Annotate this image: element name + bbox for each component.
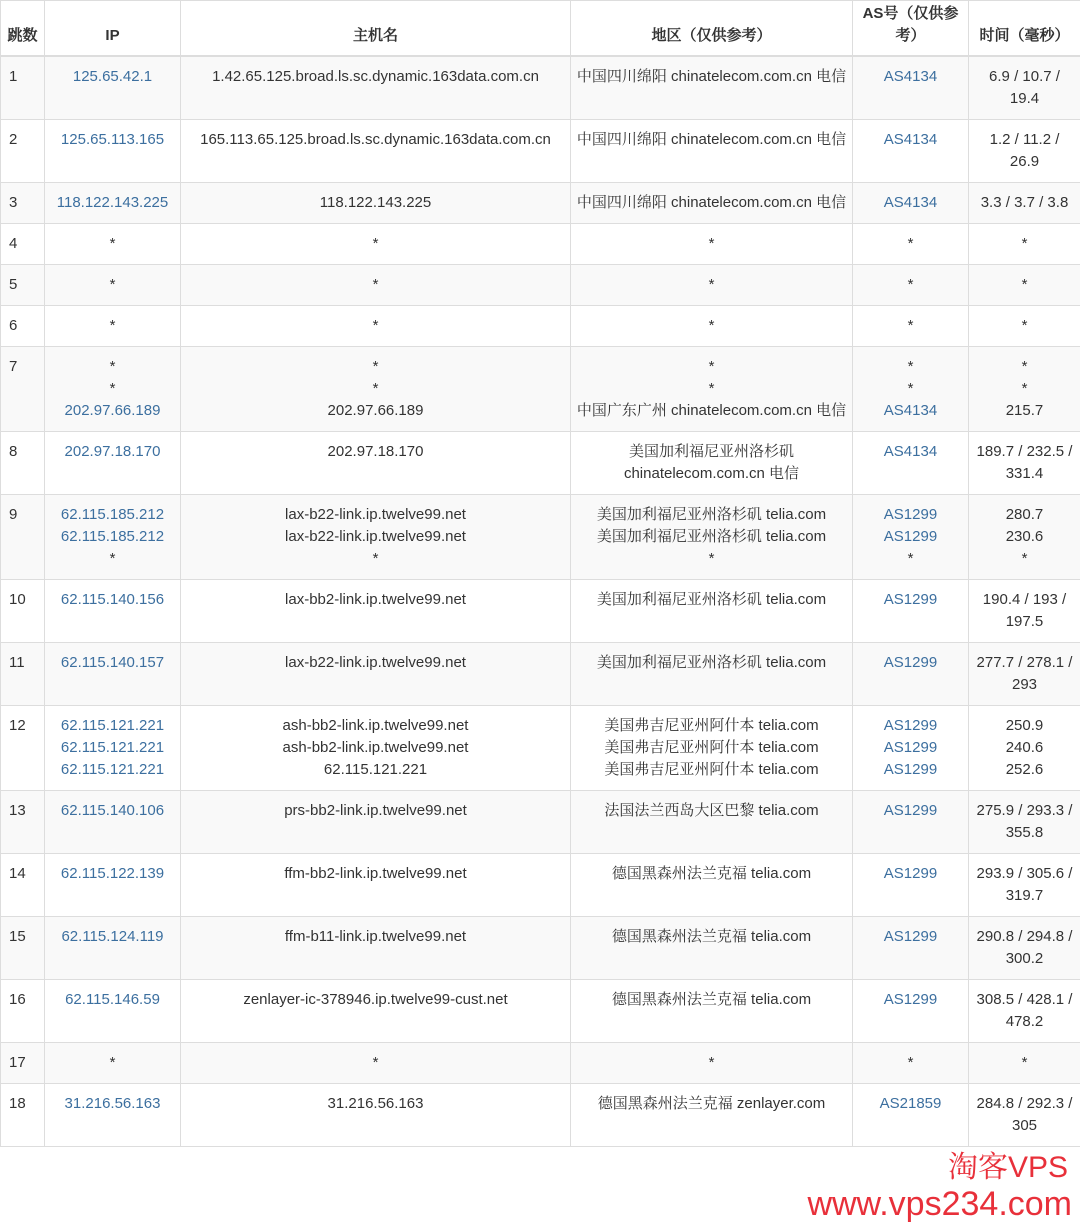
hop-number: 10 bbox=[1, 580, 45, 643]
cell-region bbox=[571, 580, 853, 643]
cell-ip bbox=[45, 432, 181, 495]
hop-number: 18 bbox=[1, 1084, 45, 1147]
ip-value-link[interactable]: 62.115.121.221 bbox=[49, 737, 176, 759]
ip-value-link[interactable]: 202.97.18.170 bbox=[49, 441, 176, 463]
host-value: * bbox=[185, 378, 566, 400]
cell-ip bbox=[45, 980, 181, 1043]
cell-as bbox=[853, 265, 969, 306]
cell-time bbox=[969, 1084, 1080, 1147]
hop-number: 7 bbox=[1, 347, 45, 432]
region-value: * bbox=[575, 233, 848, 255]
host-value: * bbox=[185, 1052, 566, 1074]
cell-ip bbox=[45, 1043, 181, 1084]
region-value: 美国弗吉尼亚州阿什本 telia.com bbox=[575, 759, 848, 781]
ip-value-link[interactable]: 62.115.146.59 bbox=[49, 989, 176, 1011]
cell-time bbox=[969, 495, 1080, 580]
hop-number: 15 bbox=[1, 917, 45, 980]
region-value: 德国黑森州法兰克福 zenlayer.com bbox=[575, 1093, 848, 1115]
cell-host bbox=[181, 917, 571, 980]
as-value-link[interactable]: AS1299 bbox=[857, 526, 964, 548]
watermark bbox=[0, 1147, 1080, 1227]
cell-host bbox=[181, 791, 571, 854]
cell-time bbox=[969, 706, 1080, 791]
time-value: 284.8 / 292.3 / 305 bbox=[973, 1093, 1076, 1137]
cell-host bbox=[181, 224, 571, 265]
as-value-link[interactable]: AS1299 bbox=[857, 800, 964, 822]
region-value: 德国黑森州法兰克福 telia.com bbox=[575, 989, 848, 1011]
cell-time bbox=[969, 265, 1080, 306]
cell-time bbox=[969, 56, 1080, 120]
hop-number: 11 bbox=[1, 643, 45, 706]
cell-as bbox=[853, 120, 969, 183]
time-value: 230.6 bbox=[973, 526, 1076, 548]
time-value: 190.4 / 193 / 197.5 bbox=[973, 589, 1076, 633]
table-row bbox=[1, 917, 1080, 980]
cell-region bbox=[571, 347, 853, 432]
region-value: 中国四川绵阳 chinatelecom.com.cn 电信 bbox=[575, 66, 848, 88]
region-value: * bbox=[575, 1052, 848, 1074]
cell-time bbox=[969, 183, 1080, 224]
as-value: * bbox=[857, 233, 964, 255]
host-value: 202.97.66.189 bbox=[185, 400, 566, 422]
host-value: 118.122.143.225 bbox=[185, 192, 566, 214]
cell-ip bbox=[45, 224, 181, 265]
region-value: 美国加利福尼亚州洛杉矶 telia.com bbox=[575, 652, 848, 674]
cell-region bbox=[571, 120, 853, 183]
as-value-link[interactable]: AS1299 bbox=[857, 589, 964, 611]
cell-as bbox=[853, 495, 969, 580]
table-row bbox=[1, 980, 1080, 1043]
cell-as bbox=[853, 706, 969, 791]
header-region: 地区（仅供参考） bbox=[571, 1, 853, 57]
time-value: 290.8 / 294.8 / 300.2 bbox=[973, 926, 1076, 970]
time-value: 3.3 / 3.7 / 3.8 bbox=[973, 192, 1076, 214]
cell-host bbox=[181, 56, 571, 120]
cell-host bbox=[181, 1043, 571, 1084]
table-row bbox=[1, 495, 1080, 580]
ip-value-link[interactable]: 118.122.143.225 bbox=[49, 192, 176, 214]
cell-time bbox=[969, 1043, 1080, 1084]
table-row bbox=[1, 347, 1080, 432]
cell-ip bbox=[45, 643, 181, 706]
as-value-link[interactable]: AS1299 bbox=[857, 926, 964, 948]
region-value: 德国黑森州法兰克福 telia.com bbox=[575, 926, 848, 948]
cell-ip bbox=[45, 347, 181, 432]
cell-time bbox=[969, 120, 1080, 183]
as-value-link[interactable]: AS4134 bbox=[857, 66, 964, 88]
host-value: lax-b22-link.ip.twelve99.net bbox=[185, 526, 566, 548]
cell-host bbox=[181, 183, 571, 224]
time-value: 240.6 bbox=[973, 737, 1076, 759]
time-value: 1.2 / 11.2 / 26.9 bbox=[973, 129, 1076, 173]
time-value: 275.9 / 293.3 / 355.8 bbox=[973, 800, 1076, 844]
cell-host bbox=[181, 854, 571, 917]
table-row bbox=[1, 120, 1080, 183]
region-value: * bbox=[575, 548, 848, 570]
ip-value: * bbox=[49, 274, 176, 296]
cell-time bbox=[969, 791, 1080, 854]
time-value: * bbox=[973, 315, 1076, 337]
cell-region bbox=[571, 432, 853, 495]
cell-as bbox=[853, 917, 969, 980]
cell-ip bbox=[45, 183, 181, 224]
region-value: 中国四川绵阳 chinatelecom.com.cn 电信 bbox=[575, 192, 848, 214]
hop-number: 4 bbox=[1, 224, 45, 265]
host-value: * bbox=[185, 315, 566, 337]
cell-ip bbox=[45, 854, 181, 917]
as-value: * bbox=[857, 378, 964, 400]
cell-time bbox=[969, 643, 1080, 706]
cell-time bbox=[969, 224, 1080, 265]
hop-number: 12 bbox=[1, 706, 45, 791]
host-value: * bbox=[185, 274, 566, 296]
table-row bbox=[1, 183, 1080, 224]
as-value: * bbox=[857, 274, 964, 296]
cell-host bbox=[181, 495, 571, 580]
host-value: lax-b22-link.ip.twelve99.net bbox=[185, 652, 566, 674]
ip-value-link[interactable]: 62.115.185.212 bbox=[49, 526, 176, 548]
time-value: 6.9 / 10.7 / 19.4 bbox=[973, 66, 1076, 110]
time-value: 215.7 bbox=[973, 400, 1076, 422]
cell-region bbox=[571, 224, 853, 265]
cell-region bbox=[571, 706, 853, 791]
cell-ip bbox=[45, 306, 181, 347]
cell-as bbox=[853, 224, 969, 265]
as-value-link[interactable]: AS1299 bbox=[857, 715, 964, 737]
hop-number: 3 bbox=[1, 183, 45, 224]
host-value: * bbox=[185, 548, 566, 570]
ip-value-link[interactable]: 62.115.122.139 bbox=[49, 863, 176, 885]
ip-value: * bbox=[49, 315, 176, 337]
as-value-link[interactable]: AS4134 bbox=[857, 129, 964, 151]
region-value: 中国四川绵阳 chinatelecom.com.cn 电信 bbox=[575, 129, 848, 151]
host-value: 1.42.65.125.broad.ls.sc.dynamic.163data.com.cn bbox=[185, 66, 566, 88]
cell-ip bbox=[45, 495, 181, 580]
header-hostname: 主机名 bbox=[181, 1, 571, 57]
host-value: prs-bb2-link.ip.twelve99.net bbox=[185, 800, 566, 822]
cell-host bbox=[181, 265, 571, 306]
hop-number: 14 bbox=[1, 854, 45, 917]
region-value: 美国弗吉尼亚州阿什本 telia.com bbox=[575, 737, 848, 759]
cell-region bbox=[571, 495, 853, 580]
table-row bbox=[1, 1084, 1080, 1147]
time-value: 293.9 / 305.6 / 319.7 bbox=[973, 863, 1076, 907]
ip-value-link[interactable]: 62.115.140.156 bbox=[49, 589, 176, 611]
host-value: * bbox=[185, 356, 566, 378]
header-time: 时间（毫秒） bbox=[969, 1, 1080, 57]
table-row bbox=[1, 643, 1080, 706]
table-row bbox=[1, 854, 1080, 917]
region-value: 法国法兰西岛大区巴黎 telia.com bbox=[575, 800, 848, 822]
region-value: 美国加利福尼亚州洛杉矶 telia.com bbox=[575, 526, 848, 548]
ip-value-link[interactable]: 125.65.42.1 bbox=[49, 66, 176, 88]
time-value: 250.9 bbox=[973, 715, 1076, 737]
cell-as bbox=[853, 306, 969, 347]
table-row bbox=[1, 432, 1080, 495]
cell-ip bbox=[45, 791, 181, 854]
host-value: ffm-bb2-link.ip.twelve99.net bbox=[185, 863, 566, 885]
cell-as bbox=[853, 580, 969, 643]
cell-time bbox=[969, 347, 1080, 432]
cell-host bbox=[181, 1084, 571, 1147]
header-ip: IP bbox=[45, 1, 181, 57]
time-value: 189.7 / 232.5 / 331.4 bbox=[973, 441, 1076, 485]
region-value: * bbox=[575, 274, 848, 296]
time-value: 252.6 bbox=[973, 759, 1076, 781]
table-header bbox=[1, 1, 1080, 57]
table-row bbox=[1, 56, 1080, 120]
as-value: * bbox=[857, 315, 964, 337]
ip-value: * bbox=[49, 233, 176, 255]
as-value: * bbox=[857, 1052, 964, 1074]
cell-region bbox=[571, 306, 853, 347]
region-value: 美国加利福尼亚州洛杉矶 chinatelecom.com.cn 电信 bbox=[575, 441, 848, 485]
ip-value: * bbox=[49, 548, 176, 570]
as-value-link[interactable]: AS4134 bbox=[857, 192, 964, 214]
cell-region bbox=[571, 854, 853, 917]
cell-ip bbox=[45, 56, 181, 120]
region-value: * bbox=[575, 356, 848, 378]
host-value: lax-bb2-link.ip.twelve99.net bbox=[185, 589, 566, 611]
hop-number: 1 bbox=[1, 56, 45, 120]
ip-value-link[interactable]: 62.115.140.106 bbox=[49, 800, 176, 822]
host-value: ffm-b11-link.ip.twelve99.net bbox=[185, 926, 566, 948]
hop-number: 8 bbox=[1, 432, 45, 495]
table-row bbox=[1, 224, 1080, 265]
table-row bbox=[1, 706, 1080, 791]
ip-value-link[interactable]: 62.115.124.119 bbox=[49, 926, 176, 948]
cell-region bbox=[571, 917, 853, 980]
host-value: 62.115.121.221 bbox=[185, 759, 566, 781]
cell-host bbox=[181, 643, 571, 706]
ip-value-link[interactable]: 62.115.121.221 bbox=[49, 759, 176, 781]
cell-as bbox=[853, 791, 969, 854]
cell-as bbox=[853, 56, 969, 120]
as-value-link[interactable]: AS1299 bbox=[857, 737, 964, 759]
time-value: * bbox=[973, 233, 1076, 255]
ip-value-link[interactable]: 62.115.121.221 bbox=[49, 715, 176, 737]
watermark-url: www.vps234.com bbox=[0, 1185, 1072, 1223]
host-value: zenlayer-ic-378946.ip.twelve99-cust.net bbox=[185, 989, 566, 1011]
time-value: * bbox=[973, 378, 1076, 400]
table-row bbox=[1, 791, 1080, 854]
cell-time bbox=[969, 432, 1080, 495]
cell-host bbox=[181, 980, 571, 1043]
cell-as bbox=[853, 183, 969, 224]
cell-ip bbox=[45, 917, 181, 980]
time-value: * bbox=[973, 356, 1076, 378]
cell-ip bbox=[45, 706, 181, 791]
cell-as bbox=[853, 432, 969, 495]
cell-ip bbox=[45, 580, 181, 643]
cell-region bbox=[571, 1084, 853, 1147]
as-value-link[interactable]: AS1299 bbox=[857, 504, 964, 526]
hop-number: 17 bbox=[1, 1043, 45, 1084]
ip-value: * bbox=[49, 356, 176, 378]
region-value: 美国弗吉尼亚州阿什本 telia.com bbox=[575, 715, 848, 737]
cell-time bbox=[969, 980, 1080, 1043]
as-value-link[interactable]: AS1299 bbox=[857, 989, 964, 1011]
hop-number: 16 bbox=[1, 980, 45, 1043]
ip-value-link[interactable]: 202.97.66.189 bbox=[49, 400, 176, 422]
cell-host bbox=[181, 120, 571, 183]
cell-as bbox=[853, 1043, 969, 1084]
ip-value-link[interactable]: 31.216.56.163 bbox=[49, 1093, 176, 1115]
region-value: 美国加利福尼亚州洛杉矶 telia.com bbox=[575, 504, 848, 526]
region-value: 中国广东广州 chinatelecom.com.cn 电信 bbox=[575, 400, 848, 422]
cell-as bbox=[853, 347, 969, 432]
time-value: 308.5 / 428.1 / 478.2 bbox=[973, 989, 1076, 1033]
time-value: 280.7 bbox=[973, 504, 1076, 526]
header-hop: 跳数 bbox=[1, 1, 45, 57]
as-value: * bbox=[857, 548, 964, 570]
as-value-link[interactable]: AS4134 bbox=[857, 400, 964, 422]
cell-ip bbox=[45, 120, 181, 183]
table-row bbox=[1, 306, 1080, 347]
cell-region bbox=[571, 183, 853, 224]
cell-host bbox=[181, 306, 571, 347]
host-value: ash-bb2-link.ip.twelve99.net bbox=[185, 737, 566, 759]
header-as: AS号（仅供参考） bbox=[853, 1, 969, 57]
cell-ip bbox=[45, 265, 181, 306]
time-value: * bbox=[973, 548, 1076, 570]
cell-time bbox=[969, 854, 1080, 917]
as-value-link[interactable]: AS1299 bbox=[857, 652, 964, 674]
cell-region bbox=[571, 980, 853, 1043]
host-value: 202.97.18.170 bbox=[185, 441, 566, 463]
hop-number: 6 bbox=[1, 306, 45, 347]
cell-region bbox=[571, 643, 853, 706]
cell-as bbox=[853, 854, 969, 917]
cell-host bbox=[181, 580, 571, 643]
hop-number: 13 bbox=[1, 791, 45, 854]
region-value: 美国加利福尼亚州洛杉矶 telia.com bbox=[575, 589, 848, 611]
host-value: ash-bb2-link.ip.twelve99.net bbox=[185, 715, 566, 737]
cell-time bbox=[969, 306, 1080, 347]
region-value: * bbox=[575, 378, 848, 400]
ip-value: * bbox=[49, 1052, 176, 1074]
as-value-link[interactable]: AS4134 bbox=[857, 441, 964, 463]
ip-value: * bbox=[49, 378, 176, 400]
cell-host bbox=[181, 432, 571, 495]
host-value: 31.216.56.163 bbox=[185, 1093, 566, 1115]
ip-value-link[interactable]: 62.115.140.157 bbox=[49, 652, 176, 674]
ip-value-link[interactable]: 125.65.113.165 bbox=[49, 129, 176, 151]
time-value: * bbox=[973, 274, 1076, 296]
hop-number: 2 bbox=[1, 120, 45, 183]
as-value: * bbox=[857, 356, 964, 378]
cell-as bbox=[853, 980, 969, 1043]
cell-time bbox=[969, 580, 1080, 643]
host-value: * bbox=[185, 233, 566, 255]
hop-number: 5 bbox=[1, 265, 45, 306]
cell-as bbox=[853, 1084, 969, 1147]
region-value: 德国黑森州法兰克福 telia.com bbox=[575, 863, 848, 885]
host-value: lax-b22-link.ip.twelve99.net bbox=[185, 504, 566, 526]
as-value-link[interactable]: AS1299 bbox=[857, 863, 964, 885]
host-value: 165.113.65.125.broad.ls.sc.dynamic.163data.com.cn bbox=[185, 129, 566, 151]
region-value: * bbox=[575, 315, 848, 337]
hop-number: 9 bbox=[1, 495, 45, 580]
watermark-brand: 淘客VPS bbox=[0, 1151, 1068, 1185]
cell-host bbox=[181, 347, 571, 432]
cell-as bbox=[853, 643, 969, 706]
time-value: 277.7 / 278.1 / 293 bbox=[973, 652, 1076, 696]
cell-host bbox=[181, 706, 571, 791]
cell-ip bbox=[45, 1084, 181, 1147]
cell-region bbox=[571, 265, 853, 306]
table-row bbox=[1, 1043, 1080, 1084]
cell-region bbox=[571, 56, 853, 120]
cell-region bbox=[571, 791, 853, 854]
as-value-link[interactable]: AS21859 bbox=[857, 1093, 964, 1115]
time-value: * bbox=[973, 1052, 1076, 1074]
ip-value-link[interactable]: 62.115.185.212 bbox=[49, 504, 176, 526]
cell-region bbox=[571, 1043, 853, 1084]
table-body bbox=[1, 56, 1080, 1147]
table-row bbox=[1, 580, 1080, 643]
as-value-link[interactable]: AS1299 bbox=[857, 759, 964, 781]
table-row bbox=[1, 265, 1080, 306]
cell-time bbox=[969, 917, 1080, 980]
